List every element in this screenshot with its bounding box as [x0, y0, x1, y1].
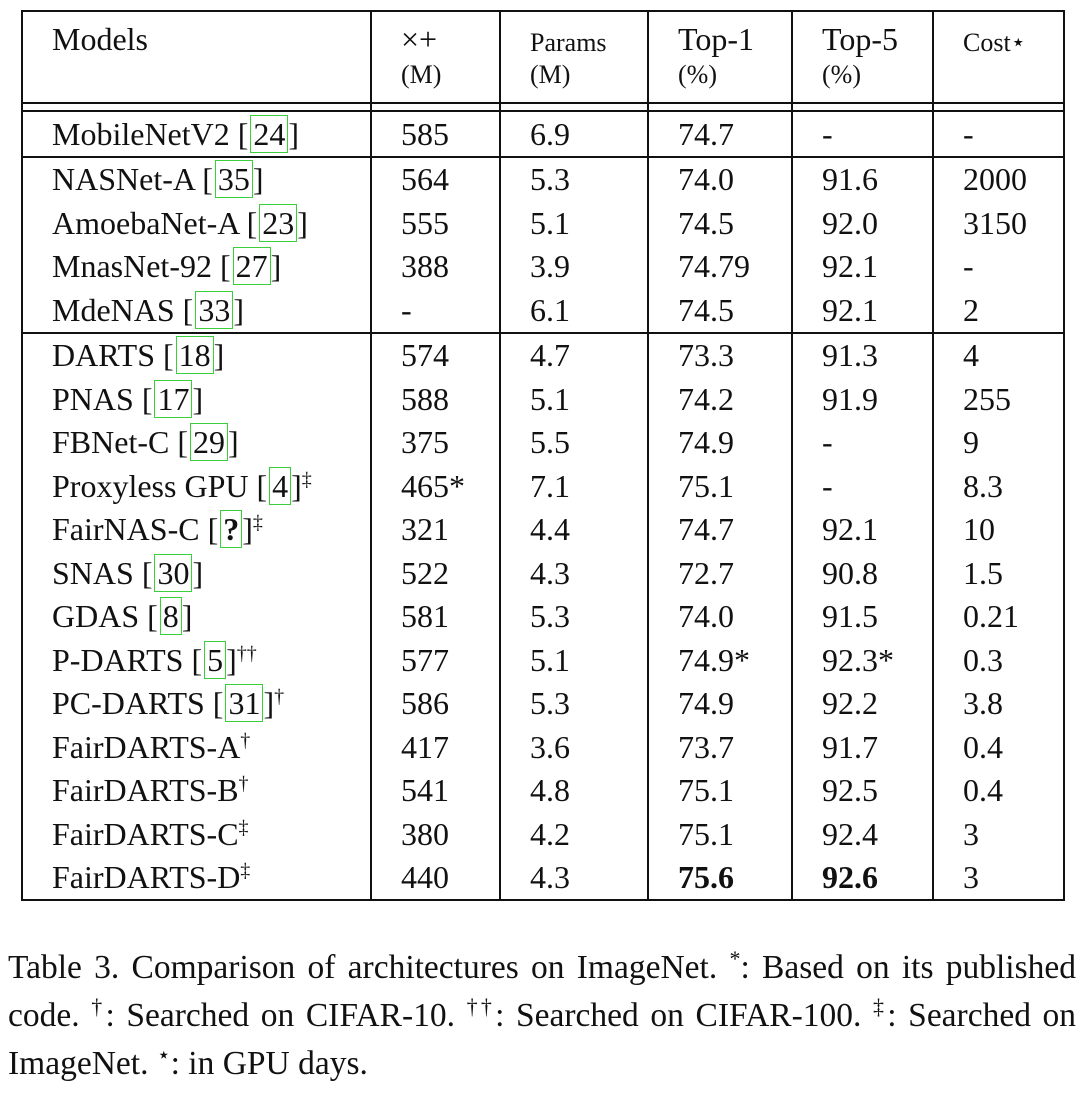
caption-mark-3: ††: [466, 993, 496, 1019]
header-models: Models: [22, 11, 371, 60]
citation-link[interactable]: 27: [233, 247, 271, 285]
cell-ops: 555: [371, 201, 500, 245]
citation-link[interactable]: 8: [160, 597, 182, 635]
cell-ops: 440: [371, 856, 500, 901]
cell-model: FairNAS-C [ ?]‡: [22, 508, 371, 552]
cell-params: 5.3: [500, 595, 648, 639]
cell-ops: 564: [371, 157, 500, 202]
caption-note-5: : in GPU days.: [170, 1045, 368, 1082]
cell-model: FBNet-C [ 29]: [22, 421, 371, 465]
caption-label: Table 3.: [8, 949, 120, 986]
cell-params: 3.6: [500, 725, 648, 769]
cell-ops: 522: [371, 551, 500, 595]
cell-top1: 74.79: [648, 245, 792, 289]
table-caption: [8, 944, 1076, 1088]
table-row: [22, 595, 1064, 639]
model-footnote-mark: †: [238, 772, 249, 795]
table-row: [22, 288, 1064, 333]
caption-mark-5: ⋆: [156, 1041, 171, 1067]
caption-mark-2: †: [91, 993, 106, 1019]
cell-cost: 3.8: [933, 682, 1064, 726]
cell-top1: 75.6: [648, 856, 792, 901]
cell-model: [22, 769, 371, 813]
cell-cost: 3150: [933, 201, 1064, 245]
model-name: NASNet-A: [52, 161, 195, 198]
caption-note-1: : Based on its published code.: [8, 949, 1077, 1034]
model-footnote-mark: †: [240, 729, 251, 752]
model-name: FairDARTS-C: [52, 815, 239, 852]
model-name: FairNAS-C: [52, 511, 200, 548]
citation-link[interactable]: 31: [225, 684, 263, 722]
table-row: [22, 508, 1064, 552]
cell-model: Proxyless GPU [ 4]‡: [22, 464, 371, 508]
cell-ops: 581: [371, 595, 500, 639]
cell-model: PC-DARTS [ 31]†: [22, 682, 371, 726]
cell-top5: 92.1: [792, 245, 933, 289]
header-params: Params: [500, 11, 648, 60]
cell-ops: 321: [371, 508, 500, 552]
results-table-container: [21, 10, 1063, 901]
cell-cost: 10: [933, 508, 1064, 552]
cell-top1: 74.2: [648, 377, 792, 421]
table-row: [22, 856, 1064, 901]
cell-params: 5.1: [500, 377, 648, 421]
citation-link[interactable]: 35: [215, 160, 253, 198]
cell-top5: 91.5: [792, 595, 933, 639]
model-name: PC-DARTS: [52, 685, 205, 722]
table-row: [22, 421, 1064, 465]
cell-cost: -: [933, 245, 1064, 289]
cell-cost: 0.4: [933, 725, 1064, 769]
cell-cost: 3: [933, 812, 1064, 856]
cell-ops: -: [371, 288, 500, 333]
citation-link[interactable]: 5: [204, 641, 226, 679]
table-row: [22, 377, 1064, 421]
cell-model: AmoebaNet-A [ 23]: [22, 201, 371, 245]
cell-ops: 585: [371, 111, 500, 157]
table-row: [22, 725, 1064, 769]
cell-params: 6.9: [500, 111, 648, 157]
cell-top1: 74.9*: [648, 638, 792, 682]
cell-top5: 91.3: [792, 333, 933, 378]
cell-ops: 380: [371, 812, 500, 856]
cell-top5: -: [792, 111, 933, 157]
cell-cost: 2000: [933, 157, 1064, 202]
cell-ops: 577: [371, 638, 500, 682]
cell-ops: 541: [371, 769, 500, 813]
model-name: PNAS: [52, 380, 134, 417]
cell-top5: 92.4: [792, 812, 933, 856]
cell-cost: -: [933, 111, 1064, 157]
model-name: FairDARTS-D: [52, 859, 241, 896]
cell-params: 5.1: [500, 638, 648, 682]
table-row: [22, 245, 1064, 289]
citation-link[interactable]: ?: [220, 510, 242, 548]
cell-top1: 75.1: [648, 812, 792, 856]
header-ops-unit: (M): [371, 60, 500, 103]
cell-cost: 2: [933, 288, 1064, 333]
citation-link[interactable]: 17: [154, 380, 192, 418]
cell-model: MnasNet-92 [ 27]: [22, 245, 371, 289]
header-top1: Top-1: [648, 11, 792, 60]
model-footnote-mark: ††: [236, 642, 257, 665]
cell-top5: 92.0: [792, 201, 933, 245]
citation-link[interactable]: 30: [154, 554, 192, 592]
table-row: [22, 812, 1064, 856]
cell-top1: 74.7: [648, 508, 792, 552]
header-top5-unit: (%): [792, 60, 933, 103]
citation-link[interactable]: 24: [250, 115, 288, 153]
model-name: FairDARTS-B: [52, 772, 239, 809]
cell-model: [22, 856, 371, 901]
cell-top1: 74.5: [648, 288, 792, 333]
cell-model: PNAS [ 17]: [22, 377, 371, 421]
cell-top5: 91.9: [792, 377, 933, 421]
cell-cost: 255: [933, 377, 1064, 421]
cell-top5: 90.8: [792, 551, 933, 595]
cell-model: NASNet-A [ 35]: [22, 157, 371, 202]
citation-link[interactable]: 29: [190, 423, 228, 461]
model-name: P-DARTS: [52, 641, 184, 678]
cell-top5: 92.2: [792, 682, 933, 726]
model-footnote-mark: †: [274, 685, 285, 708]
cell-top1: 72.7: [648, 551, 792, 595]
table-row: [22, 682, 1064, 726]
cell-model: DARTS [ 18]: [22, 333, 371, 378]
cell-params: 5.3: [500, 157, 648, 202]
cell-top5: 92.1: [792, 508, 933, 552]
table-row: [22, 464, 1064, 508]
cell-model: P-DARTS [ 5]††: [22, 638, 371, 682]
citation-link[interactable]: 33: [195, 291, 233, 329]
cell-top1: 74.9: [648, 421, 792, 465]
model-name: GDAS: [52, 598, 140, 635]
cell-top1: 75.1: [648, 769, 792, 813]
cell-model: MdeNAS [ 33]: [22, 288, 371, 333]
cell-params: 4.4: [500, 508, 648, 552]
table-row: [22, 551, 1064, 595]
cell-top1: 74.5: [648, 201, 792, 245]
cell-params: 4.2: [500, 812, 648, 856]
cell-ops: 588: [371, 377, 500, 421]
cell-cost: 0.3: [933, 638, 1064, 682]
caption-text: Comparison of architectures on ImageNet.: [131, 949, 718, 986]
cell-cost: 9: [933, 421, 1064, 465]
cell-cost: 8.3: [933, 464, 1064, 508]
header-spacer: [22, 103, 1064, 111]
citation-link[interactable]: 18: [176, 336, 214, 374]
model-name: FBNet-C: [52, 424, 170, 461]
header-params-unit: (M): [500, 60, 648, 103]
cell-top5: 92.6: [792, 856, 933, 901]
cell-params: 4.7: [500, 333, 648, 378]
model-name: AmoebaNet-A: [52, 204, 239, 241]
header-cost-mark: ⋆: [1010, 30, 1026, 56]
cell-top5: 91.7: [792, 725, 933, 769]
cell-top1: 75.1: [648, 464, 792, 508]
model-name: DARTS: [52, 337, 155, 374]
cell-params: 3.9: [500, 245, 648, 289]
cell-ops: 388: [371, 245, 500, 289]
header-cost: [933, 11, 1064, 60]
cell-top1: 74.0: [648, 595, 792, 639]
header-ops: ×+: [371, 11, 500, 60]
cell-params: 5.3: [500, 682, 648, 726]
cell-top1: 74.9: [648, 682, 792, 726]
cell-top5: -: [792, 464, 933, 508]
cell-ops: 574: [371, 333, 500, 378]
model-name: SNAS: [52, 554, 134, 591]
caption-note-4: : Searched on ImageNet.: [8, 997, 1077, 1082]
cell-cost: 4: [933, 333, 1064, 378]
header-top5: Top-5: [792, 11, 933, 60]
model-footnote-mark: ‡: [301, 468, 312, 491]
caption-mark-1: *: [729, 945, 741, 971]
model-name: MdeNAS: [52, 291, 175, 328]
model-footnote-mark: ‡: [238, 816, 249, 839]
cell-model: [22, 812, 371, 856]
model-name: MnasNet-92: [52, 248, 212, 285]
cell-params: 7.1: [500, 464, 648, 508]
cell-params: 4.3: [500, 551, 648, 595]
model-name: Proxyless GPU: [52, 467, 249, 504]
architecture-comparison-table: [21, 10, 1065, 901]
caption-note-2: : Searched on CIFAR-10.: [105, 997, 456, 1034]
citation-link[interactable]: 4: [269, 467, 291, 505]
cell-model: MobileNetV2 [ 24]: [22, 111, 371, 157]
cell-model: GDAS [ 8]: [22, 595, 371, 639]
cell-top1: 74.0: [648, 157, 792, 202]
cell-top1: 73.7: [648, 725, 792, 769]
header-models-unit: [22, 60, 371, 103]
model-footnote-mark: ‡: [240, 859, 251, 882]
cell-ops: 586: [371, 682, 500, 726]
cell-params: 5.5: [500, 421, 648, 465]
table-row: [22, 638, 1064, 682]
cell-cost: 0.4: [933, 769, 1064, 813]
table-body: [22, 103, 1064, 900]
cell-cost: 0.21: [933, 595, 1064, 639]
cell-cost: 1.5: [933, 551, 1064, 595]
table-row: [22, 201, 1064, 245]
table-header: [22, 11, 1064, 103]
cell-cost: 3: [933, 856, 1064, 901]
cell-model: SNAS [ 30]: [22, 551, 371, 595]
cell-top5: 92.3*: [792, 638, 933, 682]
cell-params: 4.8: [500, 769, 648, 813]
cell-top5: 92.5: [792, 769, 933, 813]
table-row: [22, 769, 1064, 813]
cell-ops: 417: [371, 725, 500, 769]
table-row: [22, 333, 1064, 378]
cell-params: 5.1: [500, 201, 648, 245]
table-row: [22, 157, 1064, 202]
cell-top1: 73.3: [648, 333, 792, 378]
model-name: MobileNetV2: [52, 115, 230, 152]
cell-ops: 465*: [371, 464, 500, 508]
table-row: [22, 111, 1064, 157]
citation-link[interactable]: 23: [259, 204, 297, 242]
cell-model: [22, 725, 371, 769]
cell-top1: 74.7: [648, 111, 792, 157]
cell-params: 4.3: [500, 856, 648, 901]
cell-ops: 375: [371, 421, 500, 465]
caption-mark-4: ‡: [873, 993, 888, 1019]
model-footnote-mark: ‡: [252, 511, 263, 534]
header-cost-label: Cost: [963, 28, 1011, 57]
caption-note-3: : Searched on CIFAR-100.: [495, 997, 862, 1034]
cell-top5: 92.1: [792, 288, 933, 333]
cell-params: 6.1: [500, 288, 648, 333]
header-cost-unit: [933, 60, 1064, 103]
cell-top5: -: [792, 421, 933, 465]
model-name: FairDARTS-A: [52, 728, 241, 765]
header-top1-unit: (%): [648, 60, 792, 103]
cell-top5: 91.6: [792, 157, 933, 202]
